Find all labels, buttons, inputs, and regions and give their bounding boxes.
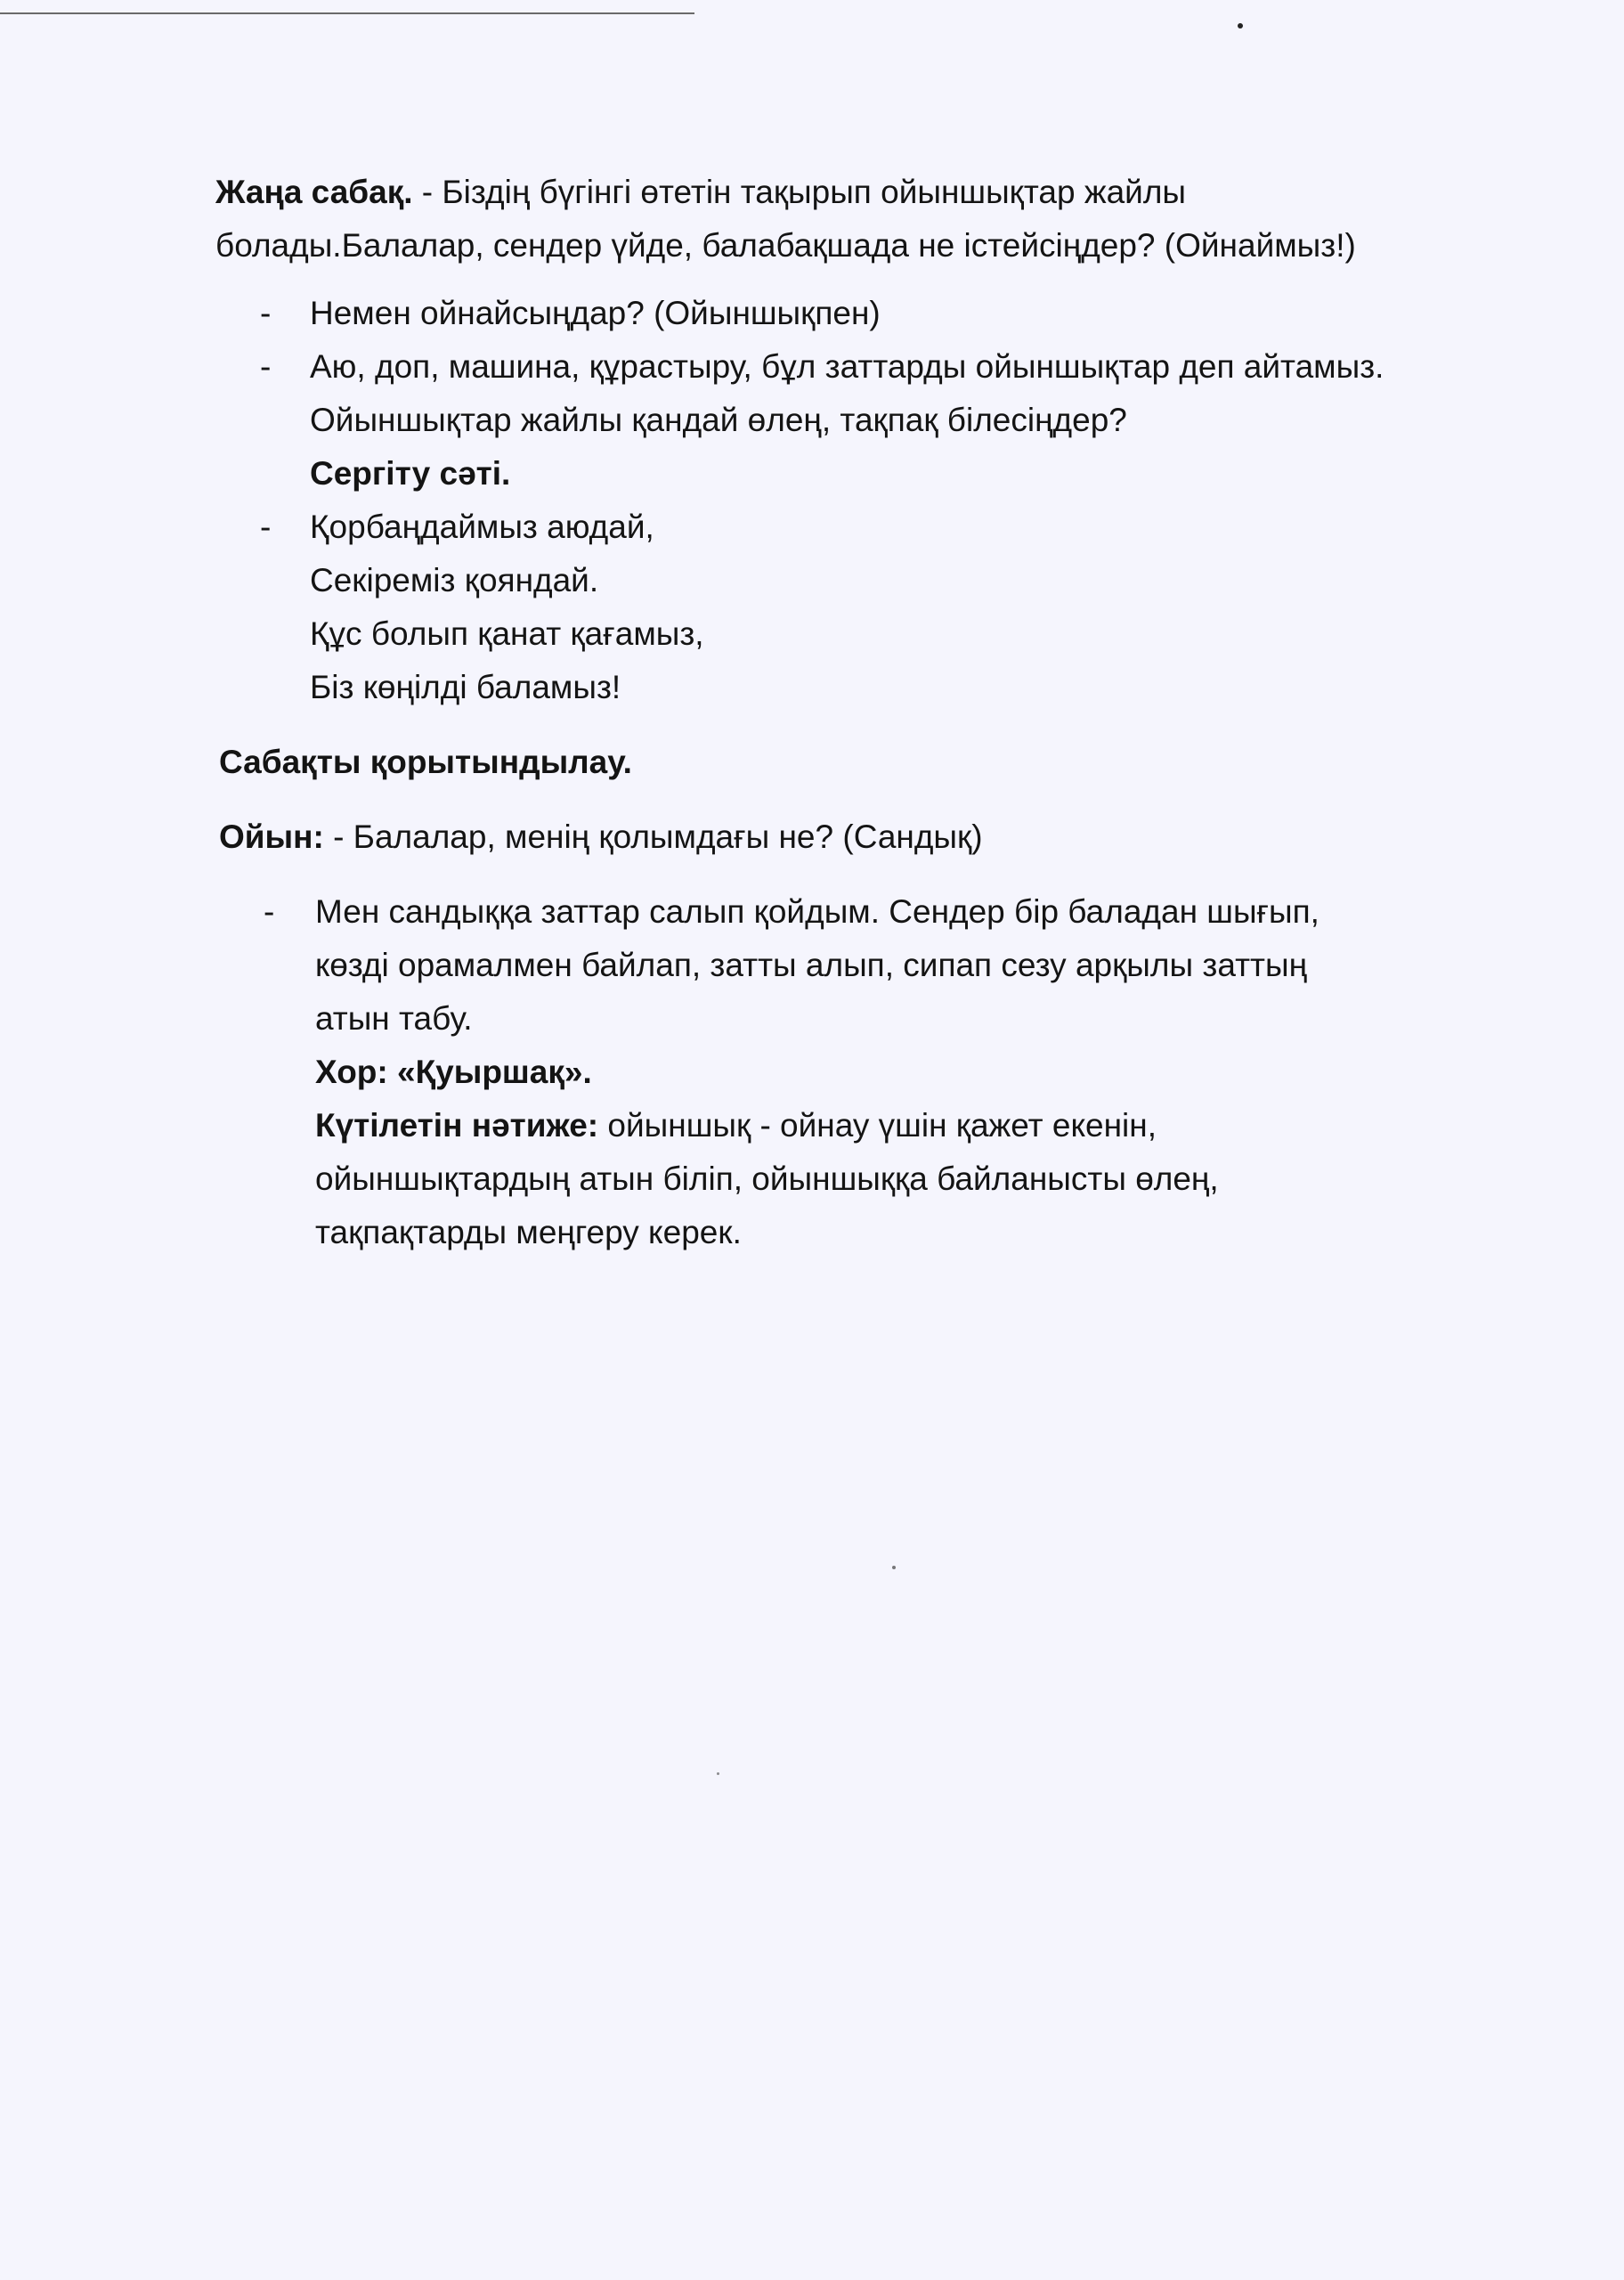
intro-paragraph [215, 166, 1480, 273]
list-item-text: Ойыншықтар жайлы қандай өлең, тақпақ білесіңдер? [310, 402, 1127, 438]
poem-line: Секіреміз қояндай. [310, 562, 599, 598]
list-item [215, 287, 1480, 340]
game-item-line: Мен сандыққа заттар салып қойдым. Сендер бір баладан шығып, [315, 893, 1320, 930]
list-item-text: Аю, доп, машина, құрастыру, бұл заттарды ойыншықтар деп айтамыз. [310, 348, 1384, 385]
document-body [215, 166, 1480, 1259]
game-text: - Балалар, менің қолымдағы не? (Сандық) [333, 818, 983, 855]
dash-bullet: - [260, 509, 272, 545]
dash-bullet: - [260, 295, 272, 331]
scan-speck [717, 1772, 719, 1775]
game-item-line: көзді орамалмен байлап, затты алып, сипап сезу арқылы заттың [315, 947, 1308, 983]
expected-result-line2: ойыншықтардың атын біліп, ойыншыққа байланысты өлең, [315, 1160, 1219, 1197]
intro-text-line2: болады.Балалар, сендер үйде, балабақшада не істейсіңдер? (Ойнаймыз!) [215, 227, 1356, 264]
scan-edge-line [0, 12, 694, 14]
dash-bullet: - [260, 348, 272, 385]
poem-block [215, 501, 1480, 714]
expected-result-text: ойыншық - ойнау үшін қажет екенін, [607, 1107, 1157, 1144]
refresh-moment-heading: Сергіту сәті. [310, 455, 511, 492]
new-lesson-heading: Жаңа сабақ. [215, 174, 413, 210]
summary-heading: Сабақты қорытындылау. [219, 744, 632, 780]
intro-text-line1: - Біздің бүгінгі өтетін тақырып ойыншықтар жайлы [421, 174, 1187, 210]
poem-line: Біз көңілді баламыз! [310, 669, 621, 705]
expected-result-line3: тақпақтарды меңгеру керек. [315, 1214, 742, 1250]
scan-speck [1238, 23, 1243, 28]
poem-line: Құс болып қанат қағамыз, [310, 615, 704, 652]
scan-speck [892, 1566, 896, 1569]
expected-result-line [315, 1099, 1480, 1152]
list-item [215, 340, 1480, 501]
list-item-text: Немен ойнайсыңдар? (Ойыншықпен) [310, 295, 881, 331]
game-item-line: атын табу. [315, 1000, 473, 1037]
game-list-item [215, 885, 1480, 1259]
choir-line: Хор: «Қуыршақ». [315, 1054, 592, 1090]
game-paragraph [215, 810, 1480, 864]
game-label: Ойын: [219, 818, 324, 855]
poem-line: Қорбаңдаймыз аюдай, [310, 509, 654, 545]
expected-result-label: Күтілетін нәтиже: [315, 1107, 599, 1144]
dash-bullet: - [264, 893, 275, 930]
